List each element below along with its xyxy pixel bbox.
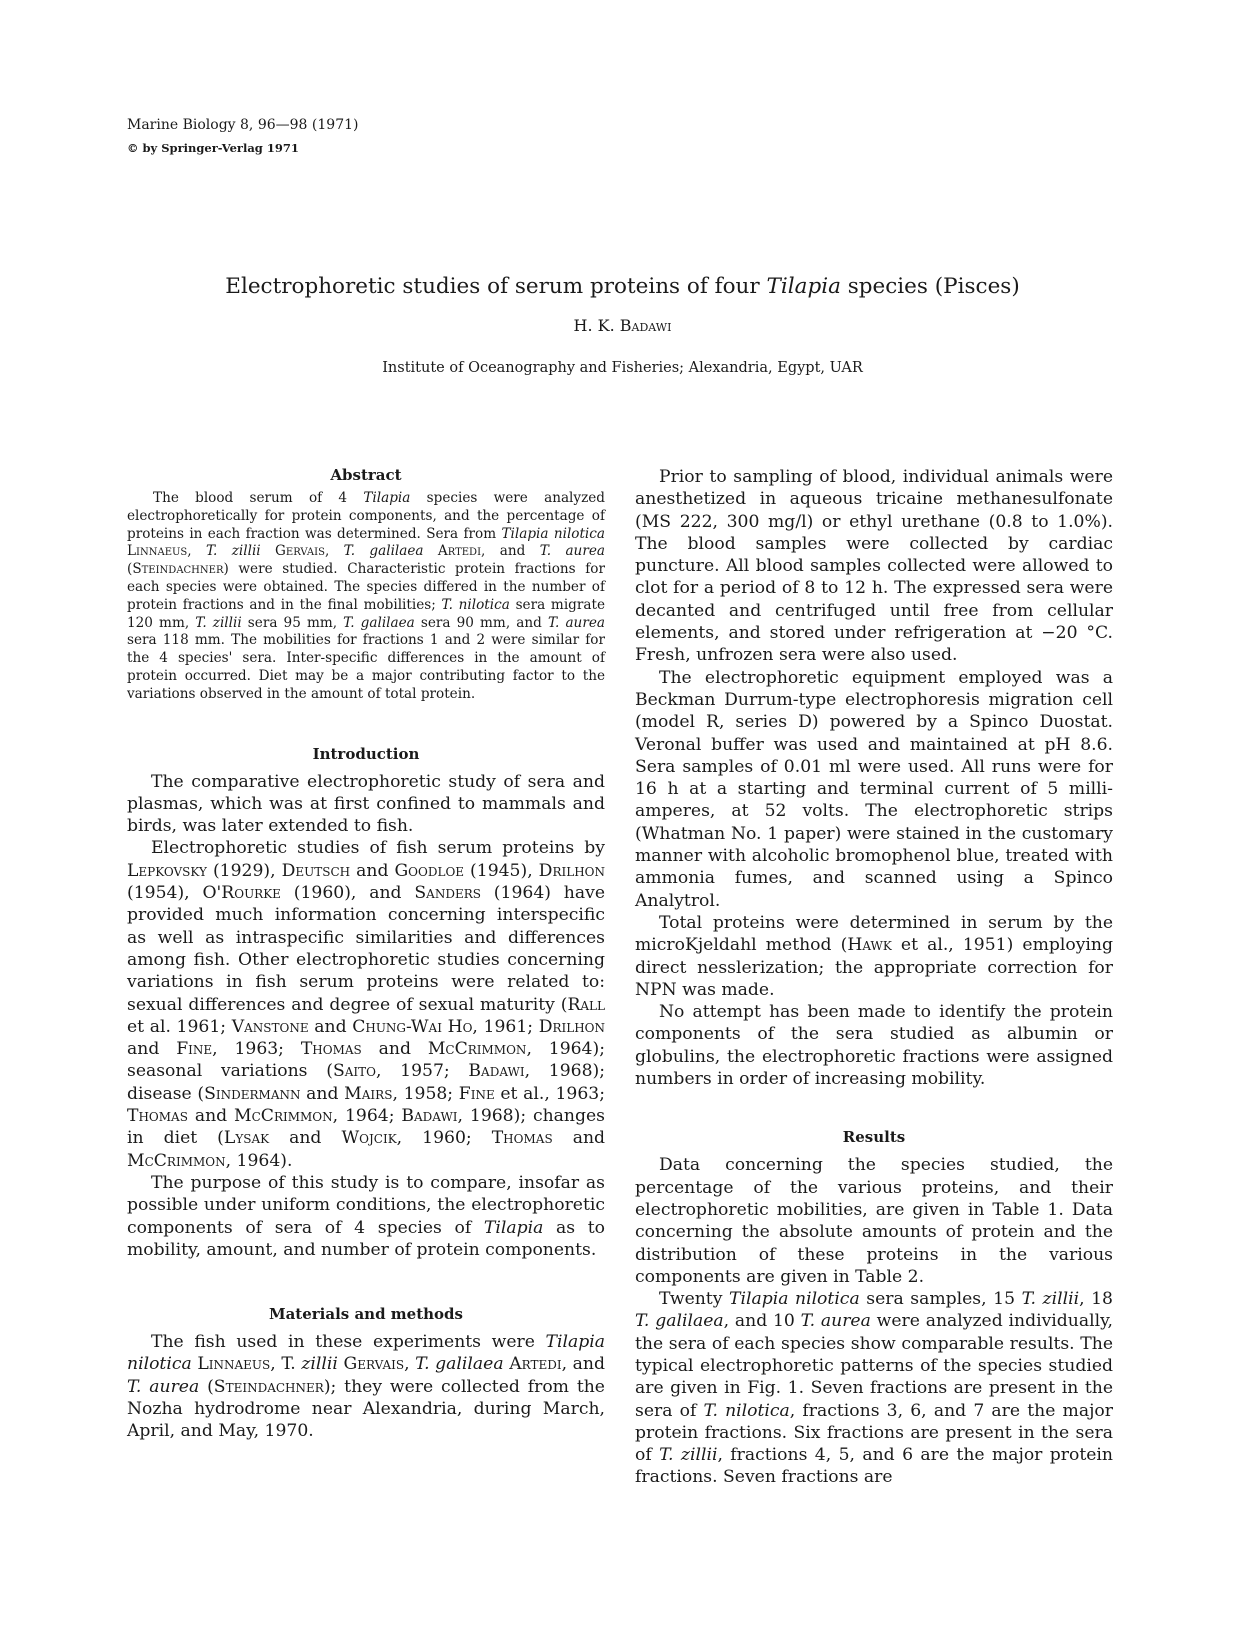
text-run: (1945), bbox=[464, 860, 539, 881]
paragraph bbox=[127, 771, 605, 838]
text-run: , 1968); disease ( bbox=[127, 1061, 605, 1104]
text-run: , 1968); changes in diet ( bbox=[127, 1106, 605, 1149]
italic-text: T. nilotica bbox=[441, 596, 510, 613]
introduction-body bbox=[127, 771, 605, 1262]
text-run: and bbox=[350, 860, 395, 881]
italic-text: T. galilaea bbox=[415, 1354, 504, 1375]
text-run: H. K. bbox=[573, 316, 620, 335]
results-heading: Results bbox=[842, 1128, 906, 1147]
small-caps-name: Linnaeus bbox=[127, 543, 188, 560]
small-caps-name: Gervais bbox=[343, 1354, 405, 1375]
text-run: , 1957; bbox=[375, 1061, 469, 1082]
italic-text: T. aurea bbox=[539, 543, 605, 560]
text-run: (1929), bbox=[206, 860, 282, 881]
small-caps-name: Goodloe bbox=[394, 860, 465, 881]
small-caps-name: O'Rourke bbox=[202, 883, 281, 904]
text-run: and bbox=[187, 1106, 235, 1127]
author bbox=[0, 316, 1245, 335]
text-run: et al. 1961; bbox=[127, 1016, 232, 1037]
introduction-heading: Introduction bbox=[312, 744, 420, 763]
text-run: (1954), bbox=[127, 883, 203, 904]
text-run: The purpose of this study is to compare, insofar as possible under uniform conditions, the electrophoretic components of sera of 4 species of bbox=[127, 1172, 605, 1238]
small-caps-name: Drilhon bbox=[538, 1016, 606, 1037]
text-run: , 1964; bbox=[332, 1106, 402, 1127]
text-run: , 18 bbox=[1079, 1289, 1113, 1310]
italic-text: T. galilaea bbox=[343, 614, 415, 631]
paragraph bbox=[635, 667, 1113, 912]
small-caps-name: Badawi bbox=[468, 1061, 525, 1082]
italic-text: T. zillii bbox=[205, 543, 261, 560]
small-caps-name: Thomas bbox=[491, 1128, 553, 1149]
paragraph bbox=[635, 1288, 1113, 1489]
italic-text: zillii bbox=[301, 1354, 338, 1375]
paragraph bbox=[635, 912, 1113, 1001]
small-caps-name: Artedi bbox=[509, 1354, 562, 1375]
italic-text: Tilapia nilotica bbox=[728, 1289, 860, 1310]
text-run: , and 10 bbox=[723, 1311, 801, 1332]
text-run: sera samples, 15 bbox=[859, 1289, 1022, 1310]
small-caps-name: Deutsch bbox=[281, 860, 351, 881]
text-run: Data concerning the species studied, the percentage of the various proteins, and their electrophoretic mobilities, are given in Table 1. Data concerning the absolute amounts of protein and the distribution of these proteins in the various components are given in Table 2. bbox=[635, 1155, 1113, 1287]
small-caps-name: Artedi bbox=[437, 543, 482, 560]
text-run: species (Pisces) bbox=[840, 274, 1020, 299]
italic-text: T. aurea bbox=[127, 1376, 200, 1397]
text-run: et al., 1951) employing direct nesslerization; the appropriate correction for NPN was made. bbox=[635, 935, 1113, 1000]
journal-citation: Marine Biology 8, 96—98 (1971) bbox=[127, 117, 359, 133]
text-run: The fish used in these experiments were bbox=[151, 1332, 546, 1353]
italic-text: T. galilaea bbox=[635, 1311, 724, 1332]
materials-heading: Materials and methods bbox=[268, 1305, 463, 1324]
small-caps-name: Lysak bbox=[223, 1128, 270, 1149]
text-run: sera 90 mm, and bbox=[414, 614, 548, 631]
text-run: , 1958; bbox=[392, 1083, 459, 1104]
text-run: , T. bbox=[270, 1354, 302, 1375]
small-caps-name: Lepkovsky bbox=[127, 860, 207, 881]
small-caps-name: Wojcik bbox=[341, 1128, 397, 1149]
italic-text: T. zillii bbox=[659, 1445, 718, 1466]
small-caps-name: Drilhon bbox=[538, 860, 605, 881]
abstract-body bbox=[127, 490, 605, 704]
small-caps-name: McCrimmon bbox=[427, 1039, 527, 1060]
text-run: (1960), and bbox=[280, 883, 415, 904]
small-caps-name: Badawi bbox=[619, 316, 672, 335]
right-column bbox=[635, 466, 1113, 1489]
text-run: The blood serum of 4 bbox=[153, 490, 364, 506]
small-caps-name: Badawi bbox=[401, 1106, 458, 1127]
text-run: Electrophoretic studies of serum proteins of four bbox=[225, 274, 767, 299]
text-run: species were analyzed electrophoretically for protein components, and the percentage of proteins in each fraction was determined. Sera from bbox=[127, 490, 605, 542]
materials-body-right bbox=[635, 466, 1113, 1090]
italic-text: Tilapia nilotica bbox=[501, 525, 605, 542]
text-run: , 1963; bbox=[212, 1039, 301, 1060]
italic-text: Tilapia bbox=[483, 1217, 544, 1238]
text-run: and bbox=[361, 1039, 428, 1060]
paragraph bbox=[127, 1172, 605, 1261]
italic-text: T. zillii bbox=[195, 614, 242, 631]
materials-body-left bbox=[127, 1331, 605, 1442]
text-run: , 1964); seasonal variations ( bbox=[127, 1039, 605, 1082]
text-run: et al., 1963; bbox=[494, 1083, 606, 1104]
text-run: , bbox=[324, 543, 344, 560]
italic-text: T. zillii bbox=[1021, 1289, 1080, 1310]
text-run: and bbox=[127, 1039, 177, 1060]
italic-text: T. aurea bbox=[547, 614, 605, 631]
paragraph bbox=[635, 1154, 1113, 1288]
italic-text: Tilapia bbox=[766, 274, 841, 299]
small-caps-name: Hawk bbox=[847, 935, 892, 956]
small-caps-name: Fine bbox=[176, 1039, 213, 1060]
text-run bbox=[424, 543, 438, 559]
results-body bbox=[635, 1154, 1113, 1488]
small-caps-name: Steindachner bbox=[213, 1376, 324, 1397]
paper-title bbox=[0, 274, 1245, 299]
small-caps-name: McCrimmon bbox=[127, 1150, 226, 1171]
text-run: , fractions 4, 5, and 6 are the major protein fractions. Seven fractions are bbox=[635, 1445, 1113, 1488]
text-run: Electrophoretic studies of fish serum proteins by bbox=[151, 838, 605, 859]
text-run: as to mobility, amount, and number of protein components. bbox=[127, 1217, 606, 1260]
small-caps-name: Linnaeus bbox=[197, 1354, 271, 1375]
text-run: ( bbox=[199, 1376, 214, 1397]
text-run: , bbox=[187, 543, 206, 560]
affiliation: Institute of Oceanography and Fisheries; Alexandria, Egypt, UAR bbox=[382, 360, 863, 376]
text-run: sera migrate 120 mm, bbox=[127, 596, 605, 631]
italic-text: Tilapia nilotica bbox=[127, 1332, 605, 1375]
text-run: and bbox=[308, 1016, 353, 1037]
text-run: ) were studied. Characteristic protein fractions for each species were obtained. The species differed in the number of protein fractions and in the final mobilities; bbox=[127, 561, 605, 613]
small-caps-name: Thomas bbox=[300, 1039, 362, 1060]
small-caps-name: Vanstone bbox=[231, 1016, 309, 1037]
text-run: Twenty bbox=[659, 1289, 729, 1310]
abstract-heading: Abstract bbox=[330, 466, 402, 484]
small-caps-name: Saito bbox=[332, 1061, 376, 1082]
paragraph bbox=[127, 1331, 605, 1442]
text-run: and bbox=[552, 1128, 606, 1149]
paragraph bbox=[635, 466, 1113, 667]
text-run: ); they were collected from the Nozha hydrodrome near Alexandria, during March, April, and May, 1970. bbox=[127, 1376, 605, 1442]
copyright-line: © by Springer-Verlag 1971 bbox=[127, 141, 299, 155]
text-run: , and bbox=[481, 543, 540, 560]
italic-text: Tilapia bbox=[363, 490, 411, 506]
small-caps-name: Mairs bbox=[344, 1083, 393, 1104]
text-run: sera 95 mm, bbox=[241, 614, 344, 631]
small-caps-name: Gervais bbox=[275, 543, 325, 560]
text-run: (1964) have provided much information concerning interspecific as well as intraspecific similarities and differences among fish. Other electrophoretic studies concerning variations in fish serum proteins were related to: sexual differences and degree of sexual maturity ( bbox=[127, 883, 605, 1015]
text-run: , 1964). bbox=[225, 1150, 293, 1171]
text-run: were analyzed individually, the sera of each species show comparable results. The typical electrophoretic patterns of the species studied are given in Fig. 1. Seven fractions are present in the sera of bbox=[635, 1311, 1113, 1421]
small-caps-name: Rall bbox=[567, 994, 605, 1015]
text-run: , 1960; bbox=[396, 1128, 492, 1149]
text-run: ( bbox=[127, 561, 133, 578]
text-run: and bbox=[300, 1083, 345, 1104]
text-run: Prior to sampling of blood, individual animals were anesthetized in aqueous tricaine methanesulfonate (MS 222, 300 mg/l) or ethyl urethane (0.8 to 1.0%). The blood samples were collected by cardiac puncture. All blood samples collected were allowed to clot for a period of 8 to 12 h. The expressed sera were decanted and centrifuged until free from cellular elements, and stored under refrigeration at −20 °C. Fresh, unfrozen sera were also used. bbox=[635, 467, 1113, 666]
text-run: The comparative electrophoretic study of sera and plasmas, which was at first confined to mammals and birds, was later extended to fish. bbox=[127, 771, 605, 837]
italic-text: T. nilotica bbox=[703, 1400, 790, 1421]
paragraph bbox=[127, 490, 605, 704]
italic-text: T. aurea bbox=[800, 1311, 871, 1332]
left-column bbox=[127, 466, 605, 1443]
text-run: , 1961; bbox=[472, 1016, 539, 1037]
paragraph bbox=[127, 837, 605, 1171]
text-run: and bbox=[269, 1128, 342, 1149]
italic-text: T. galilaea bbox=[343, 543, 424, 560]
small-caps-name: Sindermann bbox=[204, 1083, 301, 1104]
text-run: , fractions 3, 6, and 7 are the major protein fractions. Six fractions are present in the sera of bbox=[635, 1400, 1113, 1466]
text-run: sera 118 mm. The mobilities for fractions 1 and 2 were similar for the 4 species' sera. Inter-specific differences in the amount of protein occurred. Diet may be a major contributing factor to the variations observed in the amount of total protein. bbox=[127, 632, 605, 702]
small-caps-name: Thomas bbox=[127, 1106, 188, 1127]
text-run: The electrophoretic equipment employed was a Beckman Durrum-type electrophoresis migration cell (model R, series D) powered by a Spinco Duostat. Veronal buffer was used and maintained at pH 8.6. Sera samples of 0.01 ml were used. All runs were for 16 h at a starting and terminal current of 5 milli-amperes, at 52 volts. The electrophoretic strips (Whatman No. 1 paper) were stained in the customary manner with alcoholic bromophenol blue, treated with ammonia fumes, and scanned using a Spinco Analytrol. bbox=[635, 667, 1113, 911]
text-run bbox=[261, 543, 275, 559]
small-caps-name: McCrimmon bbox=[234, 1106, 333, 1127]
small-caps-name: Chung-Wai Ho bbox=[352, 1016, 473, 1037]
text-run: , bbox=[404, 1354, 416, 1375]
paragraph bbox=[635, 1001, 1113, 1090]
small-caps-name: Sanders bbox=[414, 883, 481, 904]
text-run: Total proteins were determined in serum by the microKjeldahl method ( bbox=[635, 912, 1113, 956]
small-caps-name: Fine bbox=[458, 1083, 495, 1104]
text-run: No attempt has been made to identify the protein components of the sera studied as albumin or globulins, the electrophoretic fractions were assigned numbers in order of increasing mobility. bbox=[635, 1002, 1113, 1090]
small-caps-name: Steindachner bbox=[132, 561, 224, 578]
text-run: , and bbox=[561, 1354, 605, 1375]
